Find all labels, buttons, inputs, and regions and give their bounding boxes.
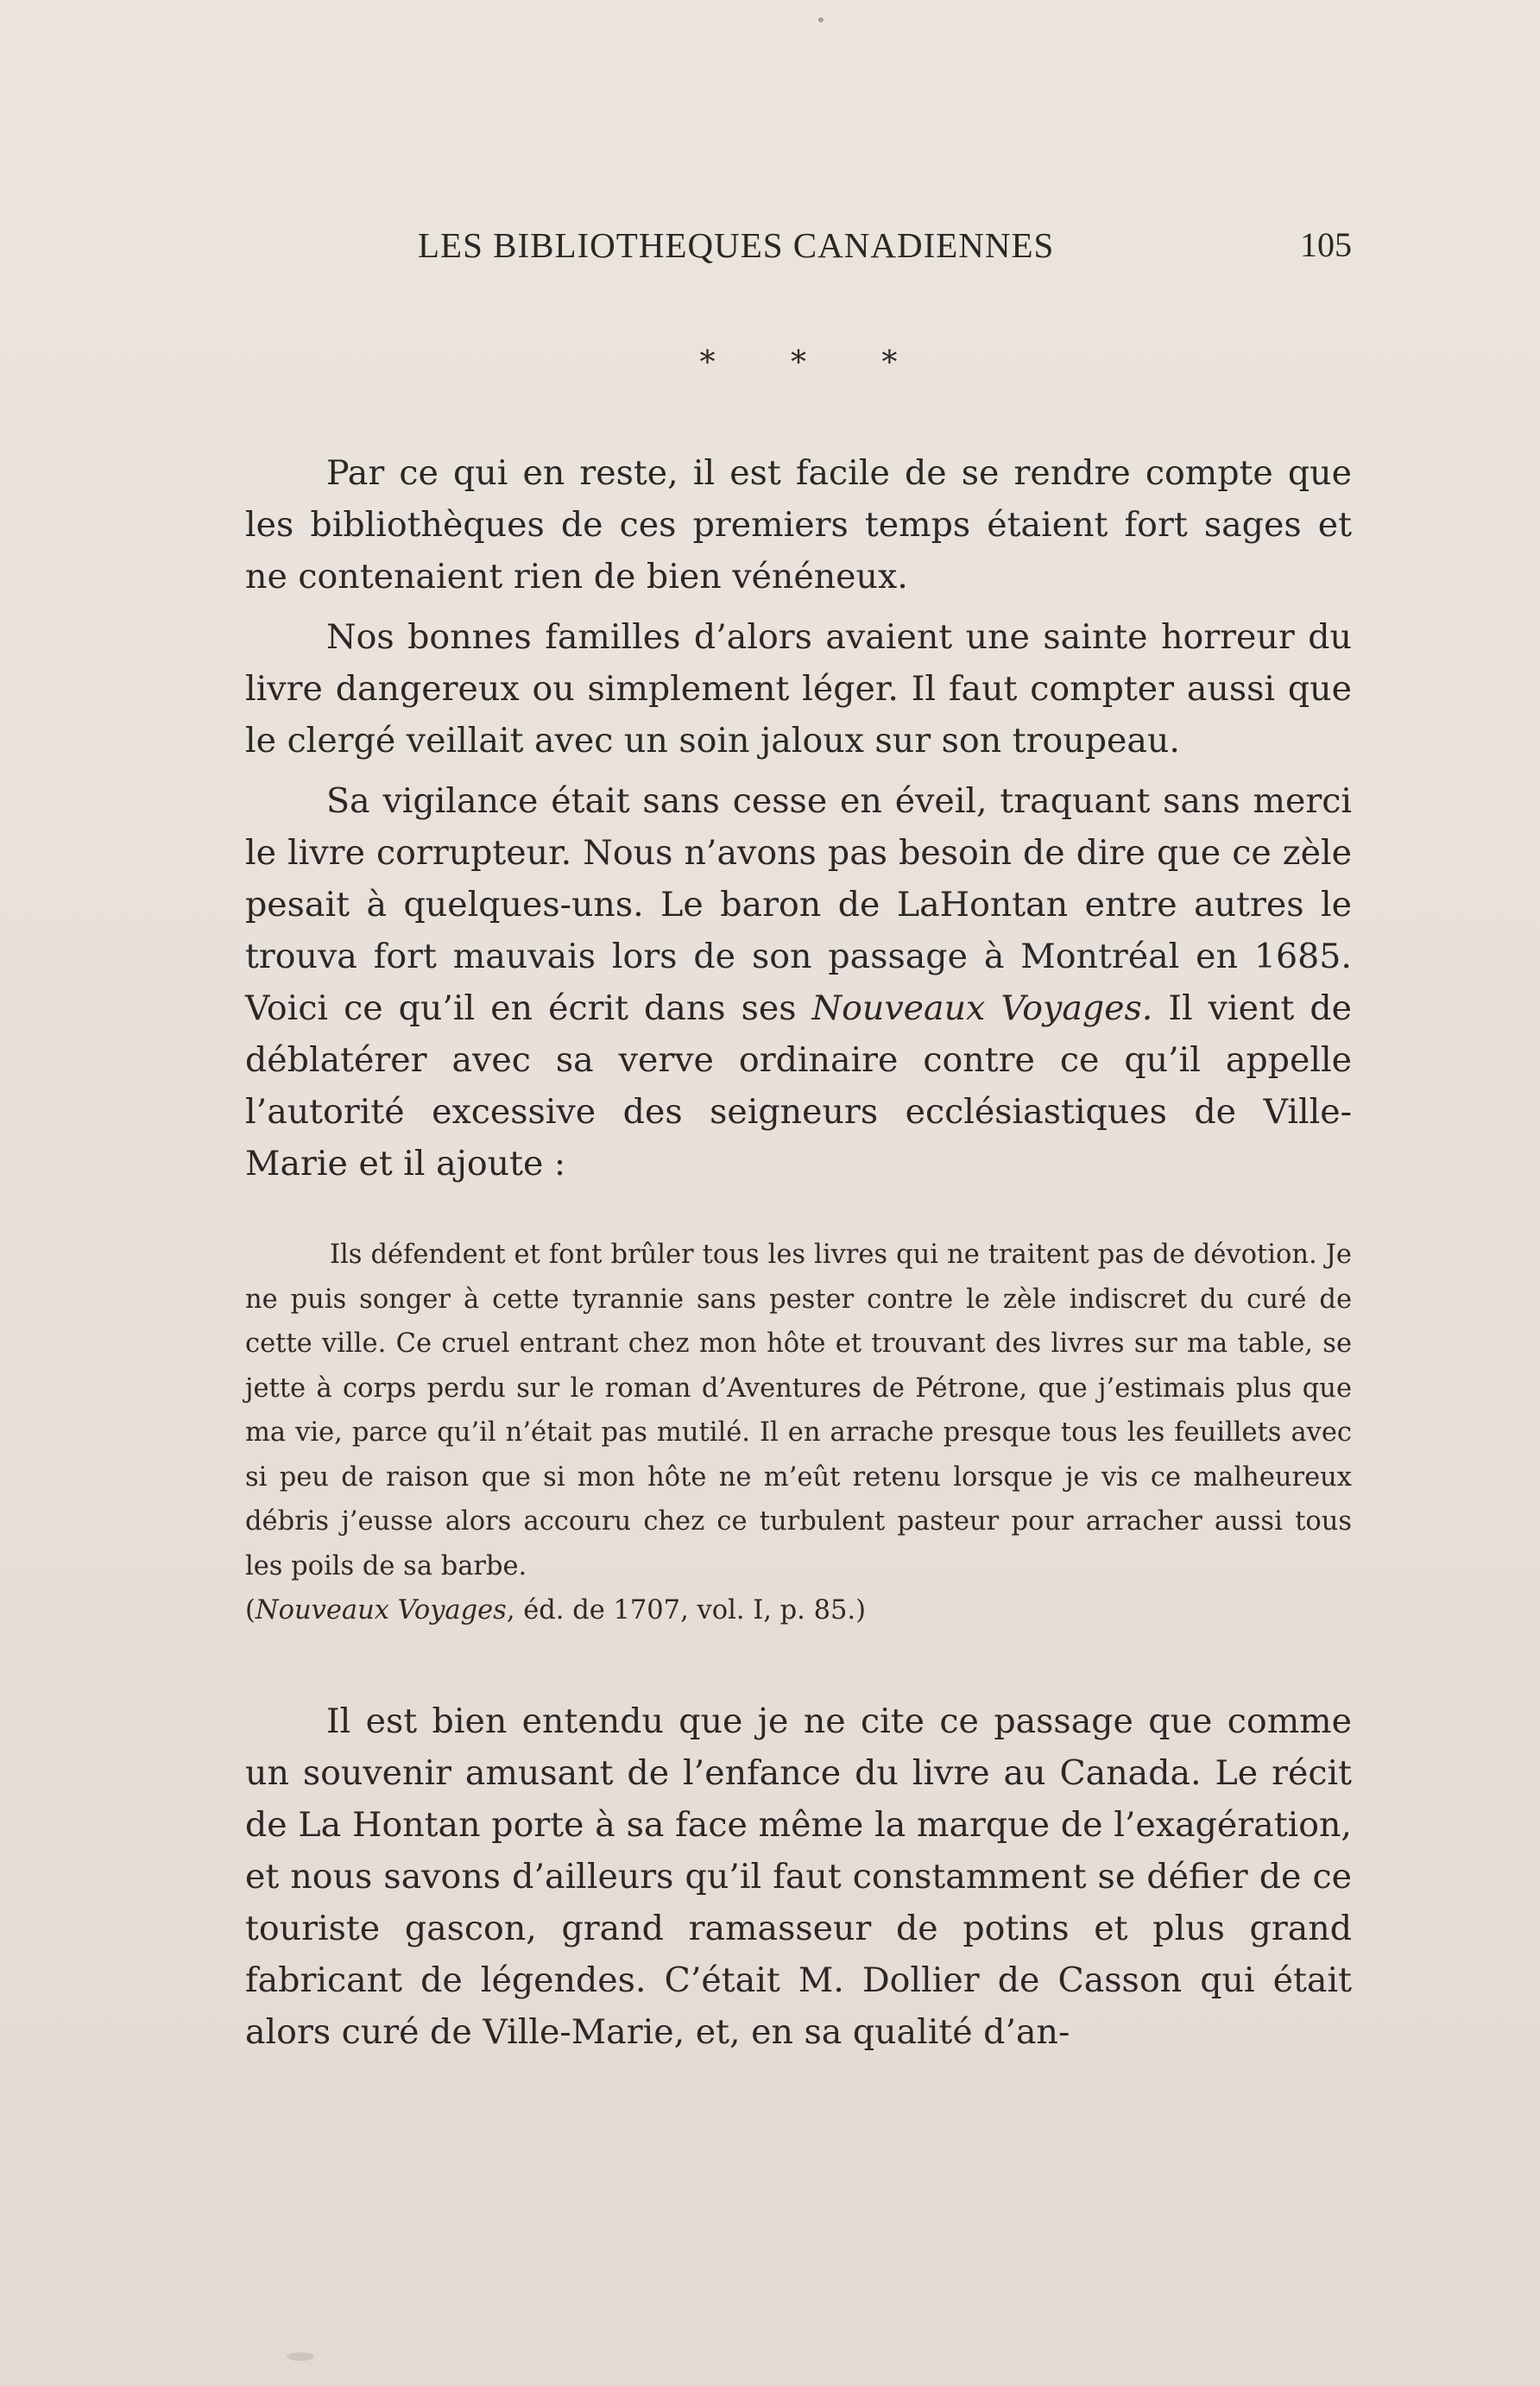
quotation-source-title: Nouveaux Voyages [255, 1595, 507, 1625]
page-number: 105 [1300, 225, 1352, 264]
section-ornament: * * * [699, 345, 931, 381]
paragraph-3-before-title: Sa vigilance était sans cesse en éveil, traquant sans merci le livre corrupteur. Nous n’avons pas besoin de dire que ce zèle pesait à quelques-uns. Le baron de LaHontan entre autres le trouva fort mauvais lors de son passage à Montréal en 1685. Voici ce qu’il en écrit dans ses [245, 781, 1352, 1028]
paragraph-4 [245, 1695, 1352, 2058]
paragraph-1 [245, 447, 1352, 603]
quotation-source-open: ( [245, 1595, 256, 1625]
paragraph-3 [245, 775, 1352, 1190]
page-stain [287, 2352, 314, 2361]
paragraph-3-after-title: Il vient de déblatérer avec sa verve ordinaire contre ce qu’il appelle l’autorité excessive des seigneurs ecclésiastiques de Ville-Marie et il ajoute : [245, 988, 1353, 1184]
block-quotation [245, 1233, 1352, 1633]
running-title: LES BIBLIOTHEQUES CANADIENNES [418, 225, 1055, 265]
paragraph-2-text: Nos bonnes familles d’alors avaient une sainte horreur du livre dangereux ou simplement léger. Il faut compter aussi que le clergé veillait avec un soin jaloux sur son troupeau. [245, 617, 1352, 761]
paragraph-2 [245, 611, 1352, 767]
paragraph-4-text: Il est bien entendu que je ne cite ce passage que comme un souvenir amusant de l’enfance du livre au Canada. Le récit de La Hontan porte à sa face même la marque de l’exagération, et nous savons d’ailleurs qu’il faut constamment se défier de ce touriste gascon, grand ramasseur de potins et plus grand fabricant de légendes. C’était M. Dollier de Casson qui était alors curé de Ville-Marie, et, en sa qualité d’an- [245, 1701, 1352, 2052]
quotation-text: Ils défendent et font brûler tous les livres qui ne traitent pas de dévotion. Je ne puis songer à cette tyrannie sans pester contre le zèle indiscret du curé de cette ville. Ce cruel entrant chez mon hôte et trouvant des livres sur ma table, se jette à corps perdu sur le roman d’Aventures de Pétrone, que j’estimais plus que ma vie, parce qu’il n’était pas mutilé. Il en arrache presque tous les feuillets avec si peu de raison que si mon hôte ne m’eût retenu lorsque je vis ce malheureux débris j’eusse alors accouru chez ce turbulent pasteur pour arracher aussi tous les poils de sa barbe. [245, 1240, 1352, 1581]
page-content [245, 0, 1352, 2386]
quotation-source [245, 1588, 1352, 1633]
quotation-source-details: , éd. de 1707, vol. I, p. 85.) [506, 1595, 866, 1625]
nouveaux-voyages-title: Nouveaux Voyages. [811, 988, 1153, 1028]
running-header [245, 224, 1352, 268]
paragraph-1-text: Par ce qui en reste, il est facile de se rendre compte que les bibliothèques de ces premiers temps étaient fort sages et ne contenaient rien de bien vénéneux. [245, 453, 1352, 596]
